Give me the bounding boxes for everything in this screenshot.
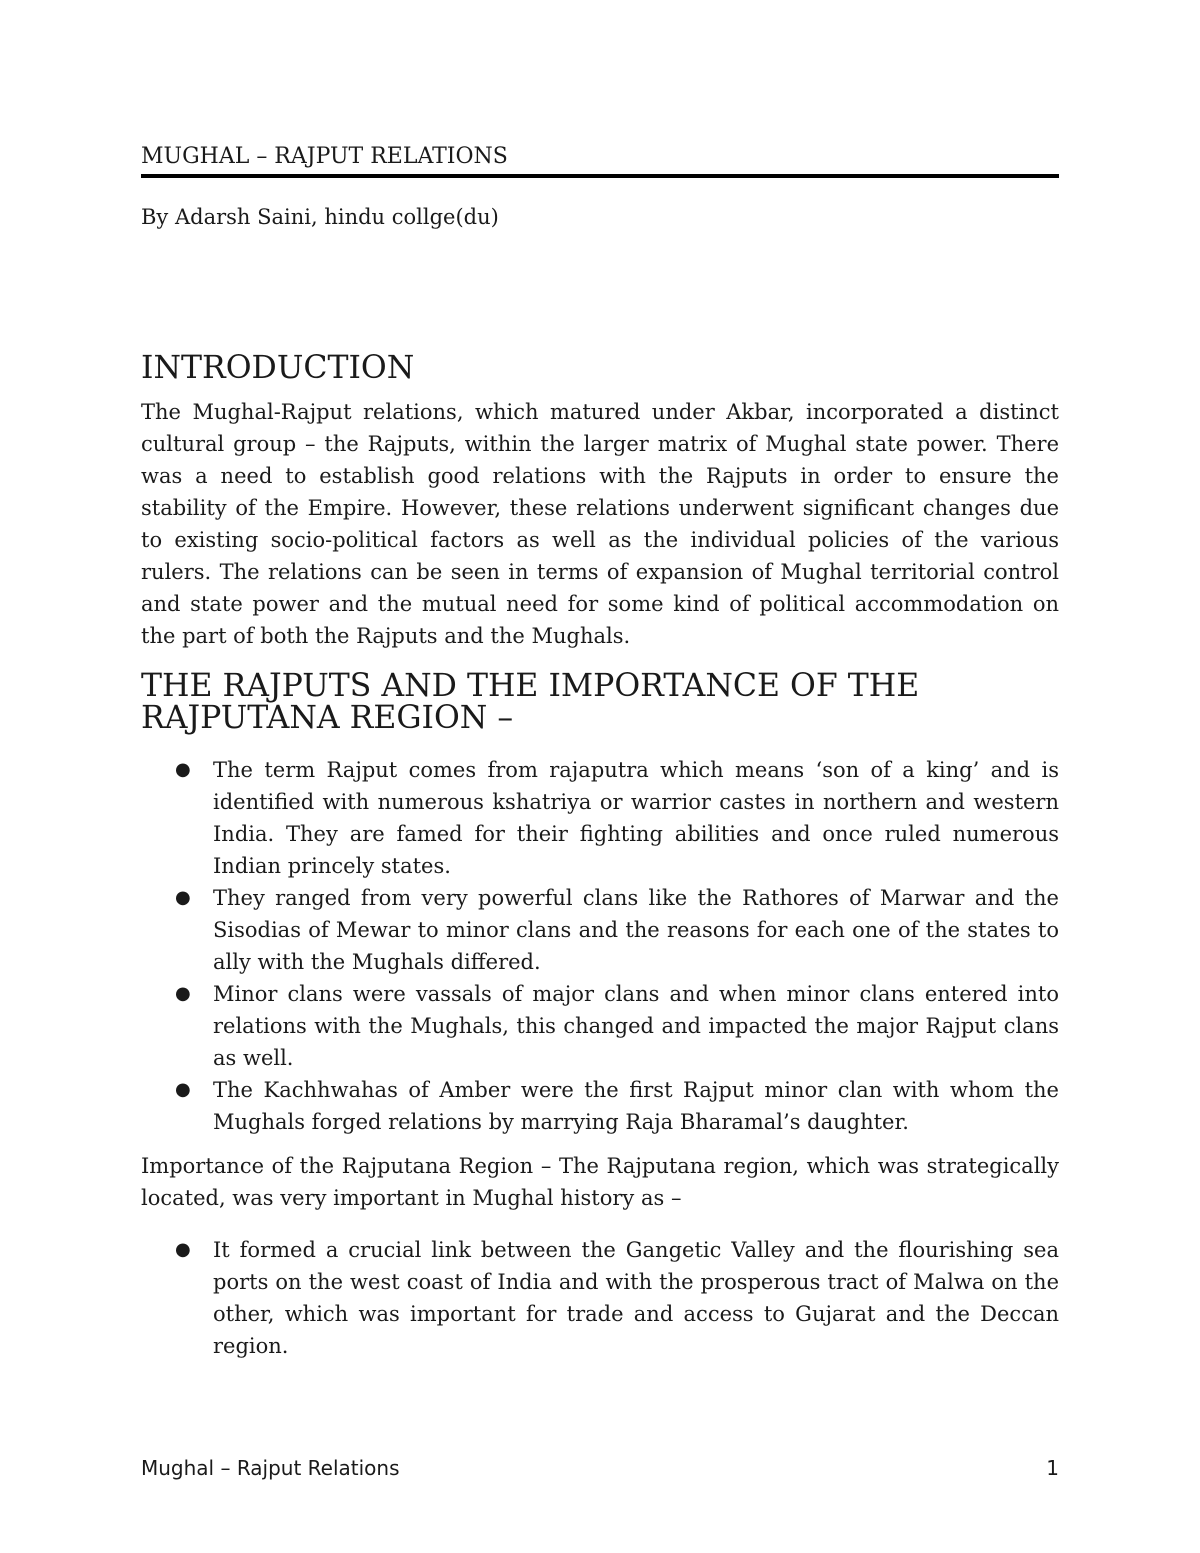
bullet-icon: ● (175, 759, 191, 780)
rajputs-bullet-list (141, 754, 1059, 1138)
bullet-icon: ● (175, 983, 191, 1004)
bullet-icon: ● (175, 887, 191, 908)
bullet-icon: ● (175, 1079, 191, 1100)
list-item (175, 882, 1059, 978)
list-item-text: The term Rajput comes from rajaputra which means ‘son of a king’ and is identified with numerous kshatriya or warrior castes in northern and western India. They are famed for their fighting abilities and once ruled numerous Indian princely states. (213, 758, 1059, 878)
author-byline: By Adarsh Saini, hindu collge(du) (141, 205, 499, 229)
introduction-paragraph: The Mughal-Rajput relations, which matured under Akbar, incorporated a distinct cultural group – the Rajputs, within the larger matrix of Mughal state power. There was a need to establish good relations with the Rajputs in order to ensure the stability of the Empire. However, these relations underwent significant changes due to existing socio-political factors as well as the individual policies of the various rulers. The relations can be seen in terms of expansion of Mughal territorial control and state power and the mutual need for some kind of political accommodation on the part of both the Rajputs and the Mughals. (141, 400, 1059, 648)
list-item-text: It formed a crucial link between the Gangetic Valley and the flourishing sea ports on the west coast of India and with the prosperous tract of Malwa on the other, which was important for trade and access to Gujarat and the Deccan region. (213, 1238, 1059, 1358)
list-item-text: They ranged from very powerful clans like the Rathores of Marwar and the Sisodias of Mewar to minor clans and the reasons for each one of the states to ally with the Mughals differed. (213, 886, 1059, 974)
introduction-heading: INTRODUCTION (141, 350, 415, 386)
page-number: 1 (1046, 1456, 1059, 1480)
list-item (175, 978, 1059, 1074)
document-title: MUGHAL – RAJPUT RELATIONS (141, 144, 508, 169)
region-bullet-list (141, 1234, 1059, 1362)
bullet-icon: ● (175, 1239, 191, 1260)
title-underline (141, 174, 1059, 178)
document-page (141, 140, 1059, 1362)
page-footer (141, 1456, 1059, 1480)
list-item (175, 1074, 1059, 1138)
region-importance-paragraph: Importance of the Rajputana Region – The Rajputana region, which was strategically located, was very important in Mughal history as – (141, 1154, 1059, 1210)
list-item (175, 1234, 1059, 1362)
rajputs-section-heading: THE RAJPUTS AND THE IMPORTANCE OF THE RAJPUTANA REGION – (141, 668, 920, 736)
list-item-text: Minor clans were vassals of major clans and when minor clans entered into relations with the Mughals, this changed and impacted the major Rajput clans as well. (213, 982, 1059, 1070)
list-item (175, 754, 1059, 882)
list-item-text: The Kachhwahas of Amber were the first Rajput minor clan with whom the Mughals forged relations by marrying Raja Bharamal’s daughter. (213, 1078, 1059, 1134)
footer-title: Mughal – Rajput Relations (141, 1456, 400, 1480)
